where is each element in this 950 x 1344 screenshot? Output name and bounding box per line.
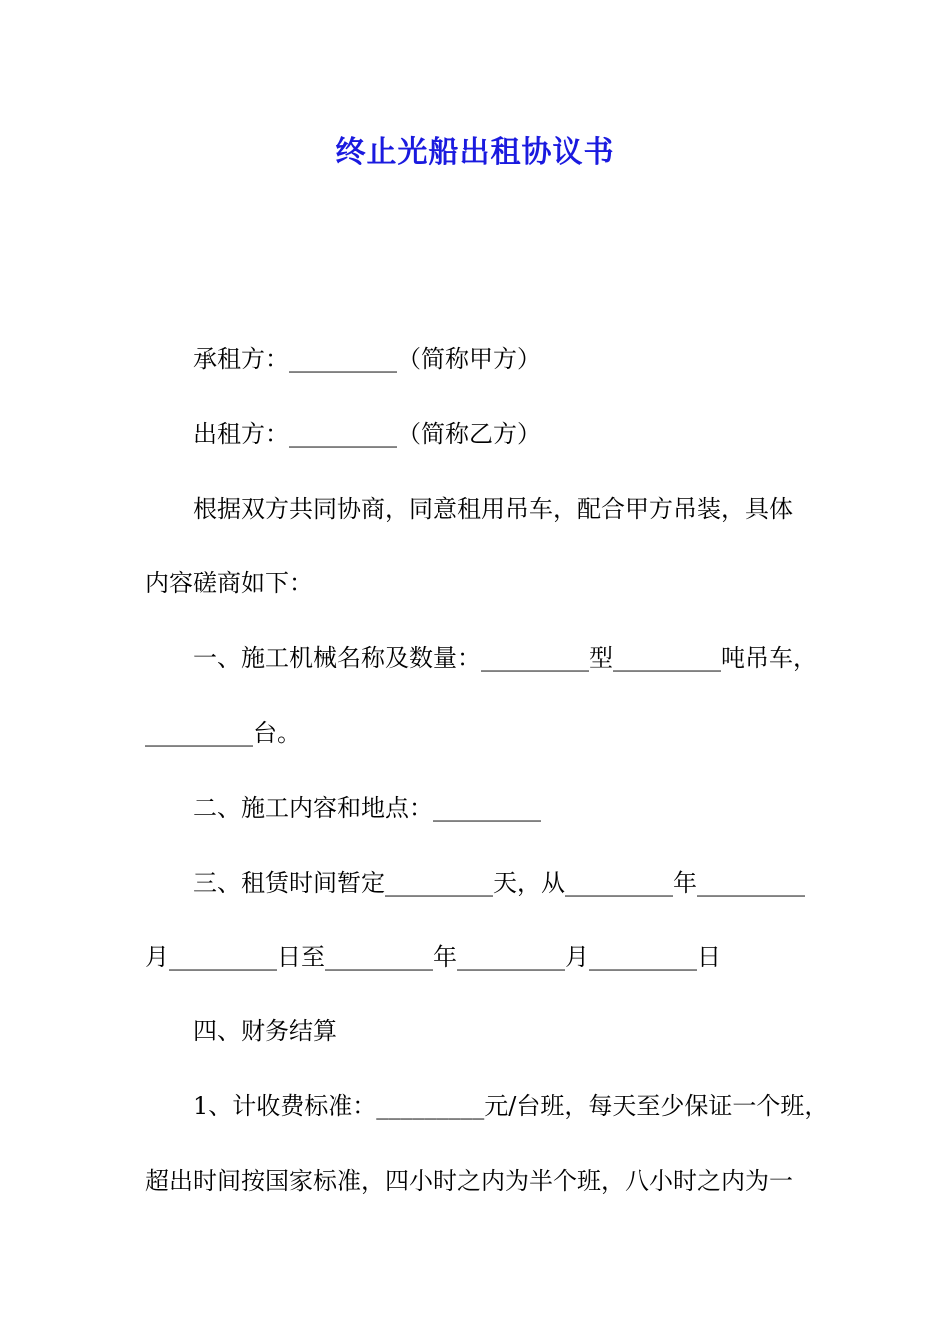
lessor-line: 出租方：_________（简称乙方） <box>193 420 541 448</box>
intro-paragraph-line-1: 根据双方共同协商，同意租用吊车，配合甲方吊装，具体 <box>193 495 793 523</box>
intro-paragraph-line-2: 内容磋商如下： <box>145 569 313 597</box>
clause-1-line-2: _________台。 <box>145 719 301 747</box>
clause-1-line-1: 一、施工机械名称及数量：_________型_________吨吊车， <box>193 644 817 672</box>
clause-4-1-line-1: 1、计收费标准：_________元/台班，每天至少保证一个班， <box>193 1092 829 1120</box>
clause-2-line: 二、施工内容和地点：_________ <box>193 794 541 822</box>
clause-3-line-1: 三、租赁时间暂定_________天，从_________年_________ <box>193 869 805 897</box>
clause-4-heading: 四、财务结算 <box>193 1017 337 1045</box>
clause-3-line-2: 月_________日至_________年_________月_________日 <box>145 943 721 971</box>
lessee-line: 承租方：_________（简称甲方） <box>193 345 541 373</box>
document-title: 终止光船出租协议书 <box>335 135 615 170</box>
clause-4-1-line-2: 超出时间按国家标准，四小时之内为半个班，八小时之内为一 <box>145 1167 793 1195</box>
